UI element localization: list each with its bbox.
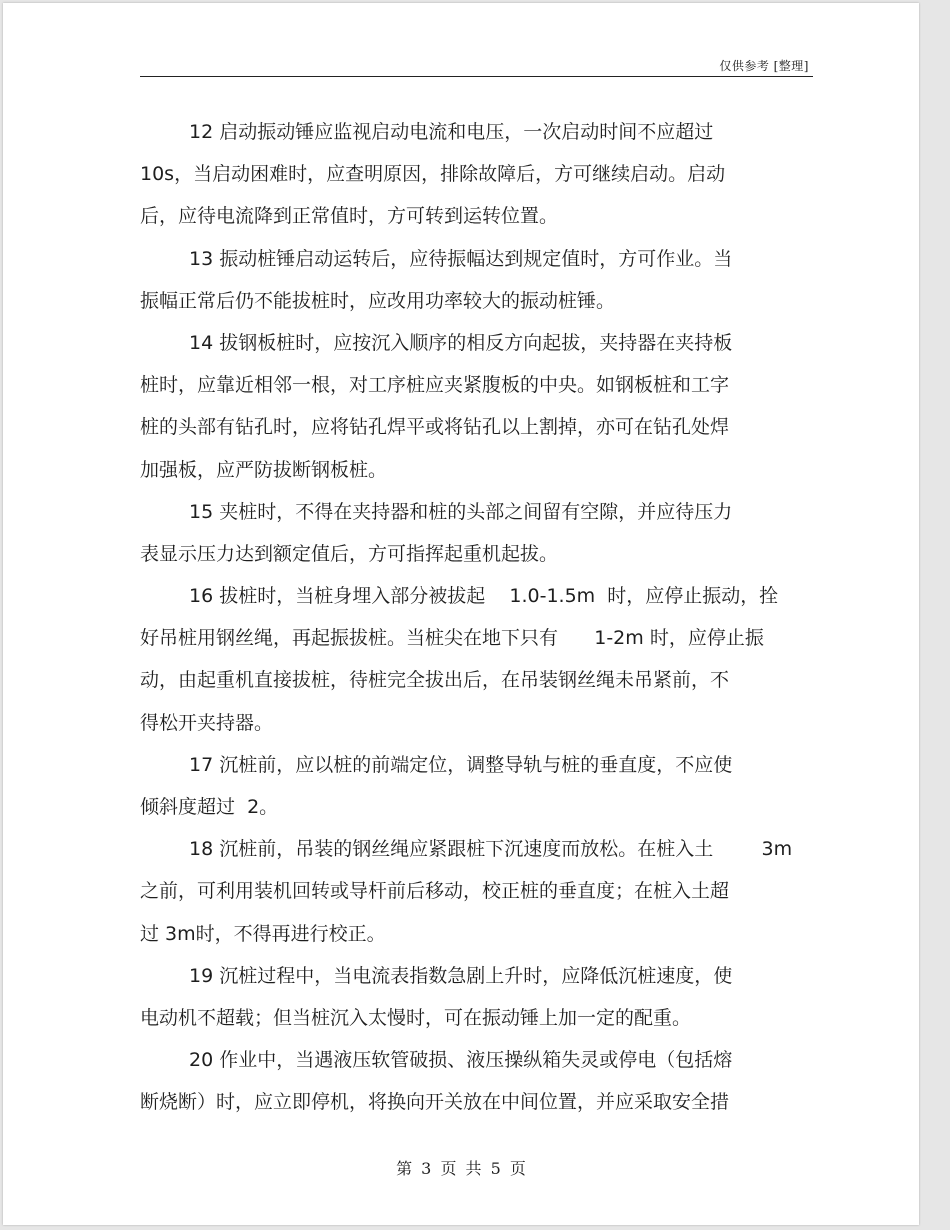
text-line: 表显示压力达到额定值后，方可指挥起重机起拔。: [140, 542, 559, 565]
text-line: 16 拔桩时，当桩身埋入部分被拔起 1.0-1.5m 时，应停止振动，拴: [189, 585, 779, 608]
header-rule: [140, 76, 813, 77]
text-line: 桩的头部有钻孔时，应将钻孔焊平或将钻孔以上割掉，亦可在钻孔处焊: [140, 416, 730, 439]
text-line: 10s，当启动困难时，应查明原因，排除故障后，方可继续启动。启动: [140, 163, 726, 186]
text-line: 好吊桩用钢丝绳，再起振拔桩。当桩尖在地下只有 1-2m 时，应停止振: [140, 627, 764, 650]
text-line: 后，应待电流降到正常值时，方可转到运转位置。: [140, 205, 559, 228]
text-line: 加强板，应严防拔断钢板桩。: [140, 458, 388, 481]
body-text: [140, 111, 830, 1124]
text-line: 17 沉桩前，应以桩的前端定位，调整导轨与桩的垂直度，不应使: [189, 753, 733, 776]
text-line: 倾斜度超过 2。: [140, 796, 279, 818]
text-line: 过 3m时，不得再进行校正。: [140, 922, 386, 945]
text-line: 12 启动振动锤应监视启动电流和电压，一次启动时间不应超过: [189, 121, 714, 143]
text-line: 13 振动桩锤启动运转后，应待振幅达到规定值时，方可作业。当: [189, 247, 733, 270]
text-line: 19 沉桩过程中，当电流表指数急剧上升时，应降低沉桩速度，使: [189, 964, 733, 987]
text-line: 动，由起重机直接拔桩，待桩完全拔出后，在吊装钢丝绳未吊紧前，不: [140, 669, 730, 692]
text-line: 振幅正常后仍不能拔桩时，应改用功率较大的振动桩锤。: [140, 289, 616, 312]
text-line: 之前，可利用装机回转或导杆前后移动，校正桩的垂直度；在桩入土超: [140, 880, 730, 903]
text-line: 14 拔钢板桩时，应按沉入顺序的相反方向起拔，夹持器在夹持板: [189, 331, 733, 354]
text-line: 得松开夹持器。: [140, 711, 274, 734]
header-note: 仅供参考 [整理]: [719, 59, 809, 73]
page-number-footer: 第 3 页 共 5 页: [396, 1159, 526, 1178]
document-page: [3, 3, 919, 1225]
text-line: 15 夹桩时，不得在夹持器和桩的头部之间留有空隙，并应待压力: [189, 500, 733, 523]
text-line: 20 作业中，当遇液压软管破损、液压操纵箱失灵或停电（包括熔: [189, 1049, 733, 1072]
text-line: 桩时，应靠近相邻一根，对工序桩应夹紧腹板的中央。如钢板桩和工字: [140, 374, 730, 397]
text-line: 电动机不超载；但当桩沉入太慢时，可在振动锤上加一定的配重。: [140, 1006, 692, 1029]
text-line: 18 沉桩前，吊装的钢丝绳应紧跟桩下沉速度而放松。在桩入土 3m: [189, 838, 793, 861]
text-line: 断烧断）时，应立即停机，将换向开关放在中间位置，并应采取安全措: [140, 1091, 730, 1114]
